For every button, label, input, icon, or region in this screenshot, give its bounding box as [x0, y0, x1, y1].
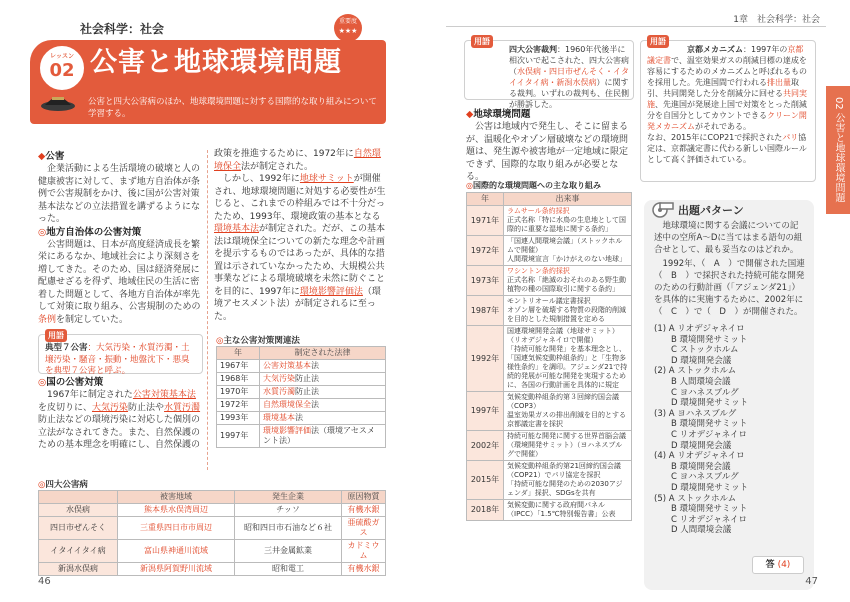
intl-event: 気候変動に関する政府間パネル（IPCC）「1.5℃特別報告書」公表	[504, 500, 632, 521]
term-badge: 用語	[45, 329, 67, 342]
intl-event: 気候変動枠組条約第３回締約国会議（COP3） 温室効果ガスの排出削減を目的とする京都議定書を採択	[504, 392, 632, 431]
intl-header-event: 出来事	[504, 193, 632, 206]
law-caption: ◎主な公害対策関連法	[216, 336, 300, 346]
law-year: 1968年	[217, 373, 260, 386]
disease-caption: ◎四大公害病	[38, 480, 88, 490]
intl-year: 1972年	[467, 236, 504, 266]
section-national: ◎国の公害対策	[38, 377, 104, 388]
disease-area: 新潟県阿賀野川流域	[118, 563, 235, 576]
table-row	[217, 399, 386, 412]
table-row	[217, 412, 386, 425]
law-name: 自然環境保全法	[260, 399, 386, 412]
disease-header-area: 被害地域	[118, 491, 235, 504]
disease-table	[38, 490, 386, 576]
table-row	[217, 386, 386, 399]
page-title: 公害と地球環境問題	[90, 47, 342, 78]
disease-area: 熊本県水俣湾周辺	[118, 504, 235, 517]
term-box-kyoto	[640, 37, 816, 182]
term-box-typical	[38, 331, 203, 376]
answer-label: 答	[765, 560, 775, 570]
intl-year: 1992年	[467, 326, 504, 392]
term-box-trials	[464, 37, 634, 109]
table-row	[39, 540, 386, 563]
table-row	[467, 326, 632, 392]
intl-header-year: 年	[467, 193, 504, 206]
intl-caption: ◎国際的な環境問題への主な取り組み	[466, 181, 601, 190]
section-local: ◎地方自治体の公害対策	[38, 226, 142, 238]
disease-table-header	[39, 491, 386, 504]
disease-company: 昭和四日市石油など６社	[235, 517, 342, 540]
table-row	[217, 360, 386, 373]
term-text-trials: 四大公害裁判：1960年代後半に相次いで起こされた、四大公害病（水俣病・四日市ぜんそく・イタイイタイ病・新潟水俣病）に関する裁判。いずれの裁判も、住民側が勝訴した。	[509, 45, 629, 109]
intl-year: 1971年	[467, 206, 504, 236]
exam-question: 地球環境に関する会議についての記述中の空所A〜Dに当てはまる語句の組合せとして、最も妥当なのはどれか。	[654, 221, 803, 255]
law-name: 大気汚染防止法	[260, 373, 386, 386]
disease-area: 三重県四日市市周辺	[118, 517, 235, 540]
intl-year: 2002年	[467, 431, 504, 461]
right-page	[426, 0, 850, 602]
law-table-header	[217, 347, 386, 360]
term-text-typical: 典型７公害：大気汚染・水質汚濁・土壌汚染・騒音・振動・地盤沈下・悪臭を典型７公害と呼ぶ。	[45, 343, 190, 376]
exam-pattern-box	[644, 200, 814, 590]
table-row	[467, 431, 632, 461]
exam-pattern-title: 出題パターン	[678, 204, 744, 217]
paragraph-global: 公害は地域内で発生し、そこに留まるが、温暖化やオゾン層破壊などの環境問題は、発生源や被害地が一定地域に限定できず、国際的な取り組みが必要となる。	[466, 122, 629, 182]
category-label: 社会科学：社会	[80, 22, 165, 36]
disease-name: 新潟水俣病	[39, 563, 118, 576]
star-rating: ★★★	[338, 27, 358, 35]
column-divider	[207, 150, 208, 470]
term-badge: 用語	[471, 35, 493, 48]
disease-cause: 有機水銀	[342, 563, 386, 576]
disease-area: 富山県神通川流域	[118, 540, 235, 563]
page-number-right: 47	[805, 576, 818, 587]
law-name: 環境影響評価法（環境アセスメント法）	[260, 425, 386, 448]
law-year: 1967年	[217, 360, 260, 373]
disease-company: チッソ	[235, 504, 342, 517]
left-column-1	[38, 150, 203, 326]
paragraph-summit: しかし、1992年に地球サミットが開催され、地球環境問題に対処する必要性が生じると、これまでの枠組みでは不十分だったため、1993年、環境政策の基本となる環境基本法が制定された。だが、この基本法は環境保全についての新たな理念や計画を提示するものではあったが、具体的な措置は示されていなかったため、大規模公共事業などによる環境破壊を未然に防ぐことを目的に、1997年に環境影響評価法（環境アセスメント法）が制定されるに至った。	[214, 174, 386, 322]
whistle-icon	[652, 198, 674, 222]
law-year: 1972年	[217, 399, 260, 412]
intl-year: 2015年	[467, 461, 504, 500]
disease-cause: カドミウム	[342, 540, 386, 563]
answer-value: (4)	[777, 560, 791, 570]
intl-event: 国連環境開発会議（地球サミット）（リオデジャネイロで開催） 「持続可能な開発」を基本理念とし、「国連気候変動枠組条約」と「生物多様性条約」を調印。アジェンダ21で持続的発展が可能な開発を実現するために、各国の行動計画を具体的に規定	[504, 326, 632, 392]
disease-company: 三井金属鉱業	[235, 540, 342, 563]
table-row	[467, 296, 632, 326]
disease-cause: 有機水銀	[342, 504, 386, 517]
intl-event: ワシントン条約採択 正式名称「絶滅のおそれのある野生動植物の種の国際取引に関する条約」	[504, 266, 632, 296]
lesson-number: 02	[49, 60, 75, 81]
table-row	[467, 461, 632, 500]
disease-header-name	[39, 491, 118, 504]
intl-event: モントリオール議定書採択 オゾン層を破壊する物質の段階的削減を目的とした規制措置を定める	[504, 296, 632, 326]
left-column-2	[214, 148, 386, 323]
intl-year: 1973年	[467, 266, 504, 296]
global-section	[466, 108, 632, 184]
table-row	[467, 206, 632, 236]
term-text-kyoto: 京都メカニズム：1997年の京都議定書で、温室効果ガスの削減目標の達成を容易にするためのメカニズムと呼ばれるものを採用した。先進国間で行われる排出量取引、共同開発した分を削減分に回せる共同実施、先進国が発展途上国で対策をとった削減分を自国分としてカウントできるクリーン開発メカニズムがそれである。 なお、2015年にCOP21で採択されたパリ協定は、京都議定書に代わる新しい国際ルールとして高く評価されている。	[647, 45, 807, 164]
choice-4[interactable]: (4) A リオデジャネイロ B 環境開発会議 C ヨハネスブルグ D 環境開発サミット	[654, 451, 749, 493]
disease-name: イタイイタイ病	[39, 540, 118, 563]
table-row	[467, 236, 632, 266]
law-name: 公害対策基本法	[260, 360, 386, 373]
law-name: 水質汚濁防止法	[260, 386, 386, 399]
disease-header-company: 発生企業	[235, 491, 342, 504]
lesson-circle	[38, 44, 86, 92]
section-global: ◆地球環境問題	[466, 109, 531, 120]
disease-cause: 亜硫酸ガス	[342, 517, 386, 540]
lead-text: 公害と四大公害病のほか、地球環境問題に対する国際的な取り組みについて学習する。	[88, 97, 377, 119]
table-row	[467, 266, 632, 296]
law-header-law: 制定された法律	[260, 347, 386, 360]
importance-badge	[334, 14, 362, 42]
choice-2[interactable]: (2) A ストックホルム B 人間環境会議 C ヨハネスブルグ D 環境開発サミット	[654, 366, 749, 409]
intl-event: 持続可能な開発に関する世界首脳会議（環境開発サミット）（ヨハネスブルグで開催）	[504, 431, 632, 461]
paragraph-national: 1967年に制定された公害対策基本法を皮切りに、大気汚染防止法や水質汚濁防止法などの環境汚染に対応した個別の立法がなされてきた。また、自然保護のための基本理念を明確にし、自然保護の	[38, 390, 201, 450]
law-header-year: 年	[217, 347, 260, 360]
exam-question-body: 1992年、（ A ）で開催された国連（ B ）で採択された持続可能な開発のための行動計画（「アジェンダ21」）を具体的に実施するために、2002年に（ C ）で（ D ）が開催された。	[654, 259, 805, 317]
table-row	[217, 425, 386, 448]
paragraph-nature: 政策を推進するために、1972年に自然環境保全法が制定された。	[214, 149, 381, 172]
importance-label: 重要度	[338, 18, 357, 25]
intl-event: 「国連人間環境会議」（ストックホルムで開催） 人間環境宣言「かけがえのない地球」	[504, 236, 632, 266]
running-header: 1章 社会科学：社会	[733, 15, 820, 25]
law-year: 1993年	[217, 412, 260, 425]
law-table	[216, 346, 386, 448]
section-kogai: ◆公害	[38, 151, 65, 162]
intl-event: ラムサール条約採択 正式名称「特に水鳥の生息地として国際的に重要な湿地に関する条約」	[504, 206, 632, 236]
table-row	[39, 517, 386, 540]
page-number-left: 46	[38, 576, 51, 587]
intl-year: 1997年	[467, 392, 504, 431]
side-tab-label: 02 公害と地球環境問題	[833, 97, 844, 203]
table-row	[39, 563, 386, 576]
intl-table	[466, 192, 632, 521]
intl-year: 2018年	[467, 500, 504, 521]
header-rule	[446, 26, 826, 27]
law-name: 環境基本法	[260, 412, 386, 425]
disease-name: 水俣病	[39, 504, 118, 517]
table-row	[217, 373, 386, 386]
disease-company: 昭和電工	[235, 563, 342, 576]
intl-table-header	[467, 193, 632, 206]
choices	[654, 324, 806, 536]
answer-box	[752, 556, 804, 574]
intl-year: 1987年	[467, 296, 504, 326]
law-year: 1970年	[217, 386, 260, 399]
law-year: 1997年	[217, 425, 260, 448]
table-row	[467, 392, 632, 431]
disease-header-cause: 原因物質	[342, 491, 386, 504]
left-column-1-lower	[38, 376, 203, 452]
intl-event: 気候変動枠組条約第21回締約国会議（COP21）でパリ協定を採択 「持続可能な開発のための2030アジェンダ」採択、SDGsを共有	[504, 461, 632, 500]
lesson-label: レッスン	[50, 53, 74, 60]
choice-5[interactable]: (5) A ストックホルム B 環境開発サミット C リオデジャネイロ D 人間環境会議	[654, 493, 748, 536]
cap-icon	[40, 92, 76, 112]
paragraph-kogai: 企業活動による生活環境の破壊と人の健康被害に対して、まず地方自治体が条例で公害規制をかけ、後に国が公害対策基本法などの立法措置を講ずるようになった。	[38, 164, 201, 224]
table-row	[467, 500, 632, 521]
paragraph-local: 公害問題は、日本が高度経済成長を繁栄にあるなか、地域社会により深刻さを増してきた。そのため、国は経済発展に配慮せざるを得ず、地域住民の生活に密着した問題として、各地方自治体が率先して対策に取り組み、公害規制のための条例を制定していた。	[38, 239, 201, 325]
disease-name: 四日市ぜんそく	[39, 517, 118, 540]
choice-1[interactable]: (1) A リオデジャネイロ B 環境開発サミット C ストックホルム D 環境開発会議	[654, 324, 748, 366]
side-tab	[826, 86, 850, 214]
choice-3[interactable]: (3) A ヨハネスブルグ B 環境開発サミット C リオデジャネイロ D 環境開発会議	[654, 408, 748, 451]
table-row	[39, 504, 386, 517]
term-badge: 用語	[647, 35, 669, 48]
